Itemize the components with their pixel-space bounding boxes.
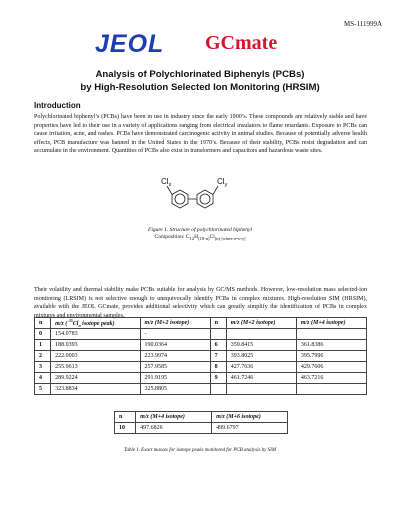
- table-cell: [296, 384, 366, 395]
- table-row: [35, 329, 367, 340]
- volatility-paragraph: Their volatility and thermal stability make PCBs suitable for analysis by GC/MS methods. However, low-resolution mass selected-ion monitoring (LRSIM) is not selective enough to unequivocally identify PCBs in complex mixtures. High-resolution SIM (HRSIM), available with the JEOL GCmate, provides additional selectivity which can greatly simplify the identification of PCBs in complex mixtures and environmental samples.: [34, 287, 367, 319]
- composition-formula: Composition: $C_{12}H_{(10-n)}Cl_{(n)}$ $_{[where n=x+y]}$: [154, 234, 246, 242]
- table-row: [35, 384, 367, 395]
- table-cell: 291.9195: [140, 373, 210, 384]
- table-cell: 325.8805: [140, 384, 210, 395]
- table-cell: 8: [210, 362, 226, 373]
- table-cell: 10: [115, 423, 136, 434]
- figure-caption: [0, 227, 400, 242]
- table-cell: 6: [210, 340, 226, 351]
- right-cl-label: $Cl_y$: [217, 177, 228, 188]
- table-cell: 9: [210, 373, 226, 384]
- product-name: GCmate: [205, 32, 278, 54]
- table-cell: 429.7606: [296, 362, 366, 373]
- table-cell: -: [140, 329, 210, 340]
- table-cell: [210, 384, 226, 395]
- col-header-n: n: [35, 318, 51, 329]
- table-cell: 222.0003: [51, 351, 140, 362]
- table-header-row: [35, 318, 367, 329]
- left-cl-label: $Cl_x$: [161, 177, 172, 188]
- table-cell: 393.8025: [226, 351, 296, 362]
- table-caption: Table 1. Exact masses for isotope peaks monitored for PCB analysis by SIM: [124, 448, 276, 453]
- table-cell: 223.9974: [140, 351, 210, 362]
- table-cell: 427.7636: [226, 362, 296, 373]
- table-cell: 0: [35, 329, 51, 340]
- col-header-35cl: m/z ( $^{35}Cl_n$ isotope peak): [51, 318, 140, 329]
- table-cell: [210, 329, 226, 340]
- table-cell: 257.9585: [140, 362, 210, 373]
- intro-paragraph: Polychlorinated biphenyl’s (PCBs) have been in use in industry since the early 1900’s. These compounds are relatively stable and have properties have led to their use in a variety of applications ranging from electrical insulators to flame retardants. Exposure to PCBs can cause irritation, acne, and rashes. PCBs have demonstrated carcinogenic activity in animal studies. Because of potentially adverse health effects, PCB manufacture was banned in the United States in the 1970’s. Because of their stability, PCBs resist degradation and can accumulate in the environment. Quantities of PCBs also exist in transformers and capacitors and hazardous waste sites.: [34, 114, 367, 155]
- table-row: [35, 351, 367, 362]
- table-cell: 190.0364: [140, 340, 210, 351]
- table-cell: 463.7216: [296, 373, 366, 384]
- table-cell: 154.0783: [51, 329, 140, 340]
- table-cell: 7: [210, 351, 226, 362]
- col-header-m6: m/z (M+6 isotope): [212, 412, 288, 423]
- isotope-mass-table: [34, 317, 367, 395]
- left-ring: [172, 190, 188, 208]
- col-header-m2b: m/z (M+2 isotope): [226, 318, 296, 329]
- table-cell: 3: [35, 362, 51, 373]
- table-row: [35, 340, 367, 351]
- table-cell: [226, 329, 296, 340]
- isotope-mass-table-2: [114, 411, 288, 434]
- table-cell: 361.8386: [296, 340, 366, 351]
- col-header-m4: m/z (M+4 isotope): [136, 412, 212, 423]
- table-row: [35, 362, 367, 373]
- table-cell: 323.8834: [51, 384, 140, 395]
- pcb-structure-diagram: [155, 174, 255, 224]
- table-cell: 289.9224: [51, 373, 140, 384]
- table-cell: [226, 384, 296, 395]
- table-cell: 497.6826: [136, 423, 212, 434]
- table-cell: 188.0393: [51, 340, 140, 351]
- table-cell: 2: [35, 351, 51, 362]
- table-cell: 395.7996: [296, 351, 366, 362]
- document-id: MS-111999A: [344, 20, 382, 28]
- table-cell: 499.6797: [212, 423, 288, 434]
- table-cell: 461.7246: [226, 373, 296, 384]
- document-title: [0, 68, 400, 94]
- col-header-n: n: [115, 412, 136, 423]
- table-cell: 4: [35, 373, 51, 384]
- col-header-m4: m/z (M+4 isotope): [296, 318, 366, 329]
- figure-caption-text: Figure 1. Structure of polychlorinated biphenyl: [147, 227, 253, 233]
- table-cell: 1: [35, 340, 51, 351]
- col-header-n2: n: [210, 318, 226, 329]
- col-header-m2: m/z (M+2 isotope): [140, 318, 210, 329]
- table-header-row: [115, 412, 288, 423]
- table-cell: 5: [35, 384, 51, 395]
- intro-heading: Introduction: [34, 101, 81, 110]
- table-row: [35, 373, 367, 384]
- right-cl-bond: [213, 186, 218, 195]
- title-line-2: by High-Resolution Selected Ion Monitoring (HRSIM): [80, 82, 320, 93]
- table-cell: [296, 329, 366, 340]
- right-ring: [197, 190, 213, 208]
- jeol-logo: JEOL: [95, 30, 165, 58]
- table-row: [115, 423, 288, 434]
- table-cell: 359.8415: [226, 340, 296, 351]
- table-cell: 255.9613: [51, 362, 140, 373]
- title-line-1: Analysis of Polychlorinated Biphenyls (PCBs): [95, 69, 305, 80]
